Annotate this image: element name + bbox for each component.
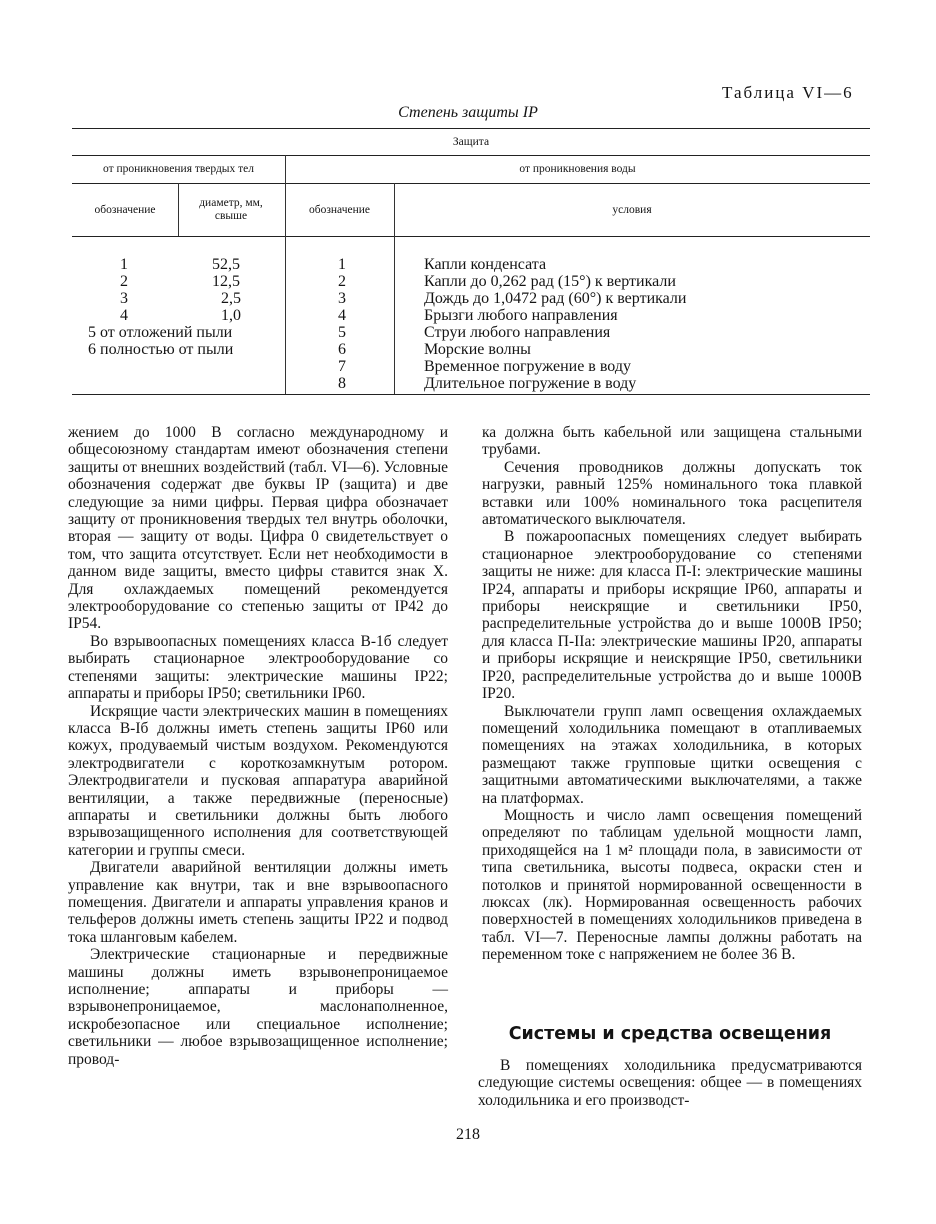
left-text-column	[68, 424, 448, 1068]
solid-code: 1	[120, 256, 128, 273]
paragraph: Выключатели групп ламп освещения охлаждаемых помещений холодильника помещают в отапливаемых помещениях на этажах холодильника, в которых размещают также групповые щитки освещения с защитными автоматическими выключателями, а также на платформах.	[482, 702, 862, 807]
section-heading: Системы и средства освещения	[508, 1024, 832, 1044]
solid-diameter: 52,5	[212, 256, 240, 273]
paragraph: Искрящие части электрических машин в помещениях класса В-Iб должны иметь степень защиты IP60 или кожух, продуваемый чистым воздухом. Рекомендуются электродвигатели с короткозамкнутым ротором. Электродвигатели и пусковая аппаратура аварийной вентиляции, а также передвижные (переносные) аппараты и светильники должны быть любого взрывозащищенного исполнения для соответствующей категории и группы смеси.	[68, 702, 448, 859]
solid-diameter: 1,0	[221, 307, 241, 324]
water-condition: Струи любого направления	[424, 324, 611, 341]
table-number: Таблица VI—6	[722, 83, 854, 102]
water-code: 5	[338, 324, 346, 341]
paragraph: Во взрывоопасных помещениях класса В-1б следует выбирать стационарное электрооборудование со степенями защиты: электрические машины IP22; аппараты и приборы IP50; светильники IP60.	[68, 632, 448, 703]
table-divider	[285, 155, 286, 394]
table-header-bottom-rule	[72, 236, 870, 237]
col-designation-solid: обозначение	[94, 204, 156, 216]
water-condition: Капли до 0,262 рад (15°) к вертикали	[424, 273, 676, 290]
solid-code: 2	[120, 273, 128, 290]
paragraph: Сечения проводников должны допускать ток нагрузки, равный 125% номинального тока плавкой вставки или 100% номинального тока расцепителя автоматического выключателя.	[482, 458, 862, 529]
solid-diameter: 12,5	[212, 273, 240, 290]
water-code: 7	[338, 358, 346, 375]
water-condition: Морские волны	[424, 341, 531, 358]
water-condition: Брызги любого направления	[424, 307, 618, 324]
header-solids: от проникновения твердых тел	[102, 163, 255, 175]
paragraph: жением до 1000 В согласно международному и общесоюзному стандартам имеют обозначения степени защиты от внешних воздействий (табл. VI—6). Условные обозначения содержат две буквы IP (защита) и две следующие за ними цифры. Первая цифра обозначает защиту от проникновения твердых тел внутрь оболочки, вторая — защиту от воды. Цифра 0 свидетельствует о том, что защита отсутствует. Если нет необходимости в данном виде защиты, вместо цифры ставится знак X. Для охлаждаемых помещений рекомендуется электрооборудование со степенью защиты от IP42 до IP54.	[68, 424, 448, 633]
water-code: 1	[338, 256, 346, 273]
paragraph: Двигатели аварийной вентиляции должны иметь управление как внутри, так и вне взрывоопасного помещения. Двигатели и аппараты управления кранов и тельферов должны иметь степень защиты IP22 и подвод тока шланговым кабелем.	[68, 859, 448, 946]
right-text-column	[482, 424, 862, 964]
section-text	[478, 1057, 862, 1109]
paragraph: В помещениях холодильника предусматриваются следующие системы освещения: общее — в помещениях холодильника и его производст-	[478, 1057, 862, 1109]
paragraph: Мощность и число ламп освещения помещений определяют по таблицам удельной мощности ламп, приходящейся на 1 м² площади пола, в зависимости от типа светильника, высоты подвеса, окраски стен и потолков и принятой нормированной освещенности в люксах (лк). Нормированная освещенность рабочих поверхностей в помещениях холодильников приведена в табл. VI—7. Переносные лампы должны работать на переменном токе с напряжением не более 36 В.	[482, 806, 862, 964]
solid-code: 5 от отложений пыли	[88, 324, 233, 341]
water-code: 3	[338, 290, 346, 307]
water-condition: Дождь до 1,0472 рад (60°) к вертикали	[424, 290, 687, 307]
table-rule	[72, 183, 870, 184]
col-diameter: диаметр, мм, свыше	[199, 197, 263, 222]
paragraph: Электрические стационарные и передвижные машины должны иметь взрывонепроницаемое исполнение; аппараты и приборы — взрывонепроницаемое, маслонаполненное, искробезопасное или специальное исполнение; светильники — любое взрывозащищенное исполнение; провод-	[68, 946, 448, 1068]
table-rule	[72, 155, 870, 156]
water-code: 6	[338, 341, 346, 358]
solid-code: 4	[120, 307, 128, 324]
table-divider	[178, 183, 179, 236]
water-code: 4	[338, 307, 346, 324]
water-condition: Длительное погружение в воду	[424, 375, 637, 392]
water-condition: Капли конденсата	[424, 256, 547, 273]
col-designation-water: обозначение	[309, 204, 370, 216]
table-top-rule	[72, 128, 870, 129]
header-protection: Защита	[452, 136, 490, 148]
water-code: 8	[338, 375, 346, 392]
solid-diameter: 2,5	[221, 290, 241, 307]
water-code: 2	[338, 273, 346, 290]
paragraph: ка должна быть кабельной или защищена стальными трубами.	[482, 424, 862, 459]
water-condition: Временное погружение в воду	[424, 358, 631, 375]
solid-code: 6 полностью от пыли	[88, 341, 234, 358]
col-conditions: условия	[612, 204, 652, 216]
paragraph: В пожароопасных помещениях следует выбирать стационарное электрооборудование со степенями защиты не ниже: для класса П-I: электрические машины IP24, аппараты и приборы искрящие IP60, аппараты и приборы неискрящие и светильники IP50, распределительные устройства до и выше 1000В IP50; для класса П-IIа: электрические машины IP20, аппараты и приборы искрящие и неискрящие IP50, светильники IP20, распределительные устройства до и выше 1000В IP20.	[482, 528, 862, 703]
solid-code: 3	[120, 290, 128, 307]
table-caption: Степень защиты IP	[398, 104, 538, 121]
table-bottom-rule	[72, 394, 870, 395]
header-water: от проникновения воды	[519, 163, 636, 175]
page-number: 218	[456, 1126, 480, 1143]
